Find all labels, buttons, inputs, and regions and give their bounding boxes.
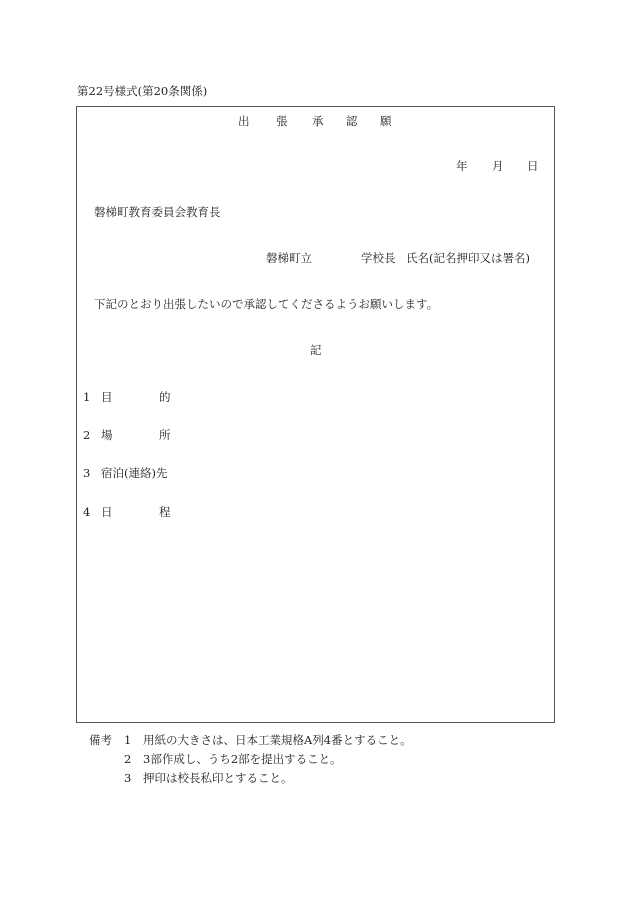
addressee: 磐梯町教育委員会教育長 [94,205,221,219]
item-label-first: 目 [101,390,113,404]
school-suffix: 学校長 [361,251,396,265]
note-number: 3 [124,771,132,785]
title-char: 出 [238,114,250,128]
ki-label: 記 [310,343,322,357]
application-form-box [76,106,555,723]
item-label-second: 所 [159,428,171,442]
note-number: 1 [124,733,132,747]
form-number: 第22号様式(第20条関係) [77,84,208,98]
title-char: 願 [380,114,392,128]
note-text: 押印は校長私印とすること。 [143,771,293,785]
name-label: 氏名(記名押印又は署名) [406,251,530,265]
item-label-first: 場 [101,428,113,442]
title-char: 認 [346,114,358,128]
date-month: 月 [492,159,504,173]
request-text: 下記のとおり出張したいので承認してくださるようお願いします。 [94,297,439,311]
title-char: 承 [312,114,324,128]
item-number: 1 [83,390,91,404]
date-year: 年 [456,159,468,173]
school-prefix: 磐梯町立 [266,251,312,265]
date-day: 日 [527,159,539,173]
item-number: 4 [83,505,91,519]
item-label: 宿泊(連絡)先 [101,466,168,480]
item-number: 3 [83,466,91,480]
item-number: 2 [83,428,91,442]
item-label-second: 程 [159,505,171,519]
title-char: 張 [276,114,288,128]
item-label-second: 的 [159,390,171,404]
note-text: 用紙の大きさは、日本工業規格A列4番とすること。 [143,733,412,747]
note-text: 3部作成し、うち2部を提出すること。 [143,752,342,766]
notes-heading: 備考 [89,733,112,747]
item-label-first: 日 [101,505,113,519]
note-number: 2 [124,752,132,766]
